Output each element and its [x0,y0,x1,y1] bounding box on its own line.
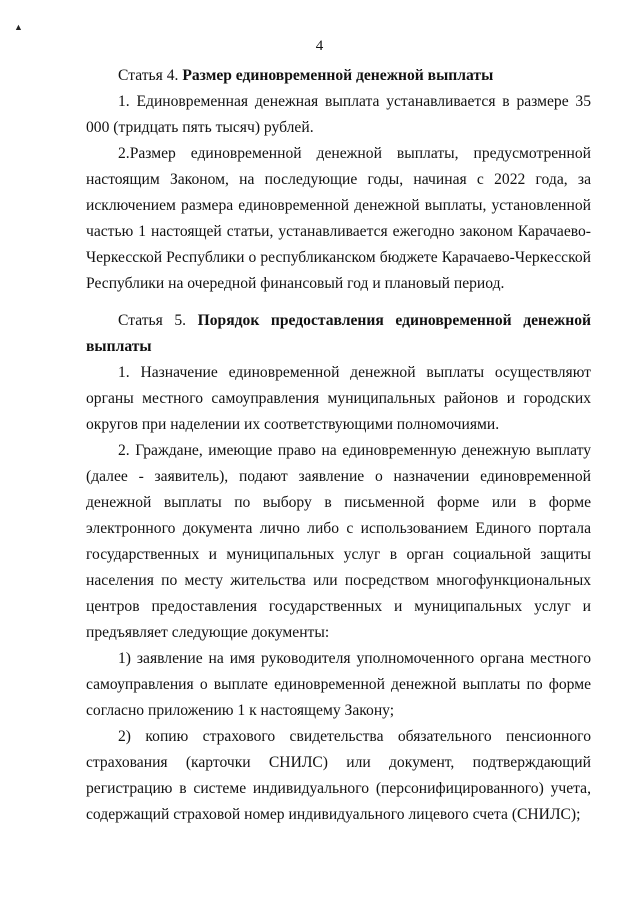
article-5-number: 5. [174,312,187,329]
article-5-paragraph-2: 2. Граждане, имеющие право на единовременную денежную выплату (далее - заявитель), подают заявление о назначении единовременной денежной выплаты по выбору в письменной форме или в форме электронного документа лично либо с использованием Единого портала государственных и муниципальных услуг в орган социальной защиты населения по месту жительства или посредством многофункциональных центров предоставления государственных и муниципальных услуг и предъявляет следующие документы: [86,442,591,641]
document-body [86,63,591,828]
article-4-paragraph-1: 1. Единовременная денежная выплата устанавливается в размере 35 000 (тридцать пять тысяч) рублей. [86,93,591,136]
article-5-title-word-1: Порядок [197,312,260,329]
article-5-heading [86,308,591,360]
article-5-paragraph-1: 1. Назначение единовременной денежной выплаты осуществляют органы местного самоуправления муниципальных районов и городских округов при наделении их соответствующими полномочиями. [86,364,591,433]
article-5-title-word-2: предоставления [270,312,384,329]
article-4-prefix: Статья 4. [118,67,179,84]
scan-mark: ▲ [14,22,23,32]
article-5-title-end: выплаты [86,338,152,355]
article-5-word: Статья [118,312,163,329]
article-5-title-word-4: денежной [523,312,591,329]
article-4-heading [86,63,591,89]
page-number: 4 [315,38,324,54]
article-4-paragraph-2: 2.Размер единовременной денежной выплаты, предусмотренной настоящим Законом, на последующие годы, начиная с 2022 года, за исключением размера единовременной денежной выплаты, установленной частью 1 настоящей статьи, устанавливается ежегодно законом Карачаево-Черкесской Республики о республиканском бюджете Карачаево-Черкесской Республики на очередной финансовый год и плановый период. [86,145,591,292]
article-5-item-2: 2) копию страхового свидетельства обязательного пенсионного страхования (карточки СНИЛС) или документ, подтверждающий регистрацию в системе индивидуального (персонифицированного) учета, содержащий страховой номер индивидуального лицевого счета (СНИЛС); [86,728,591,823]
article-5-title-word-3: единовременной [395,312,512,329]
article-4-title: Размер единовременной денежной выплаты [182,67,494,84]
article-5-item-1: 1) заявление на имя руководителя уполномоченного органа местного самоуправления о выплате единовременной денежной выплаты по форме согласно приложению 1 к настоящему Закону; [86,650,591,719]
